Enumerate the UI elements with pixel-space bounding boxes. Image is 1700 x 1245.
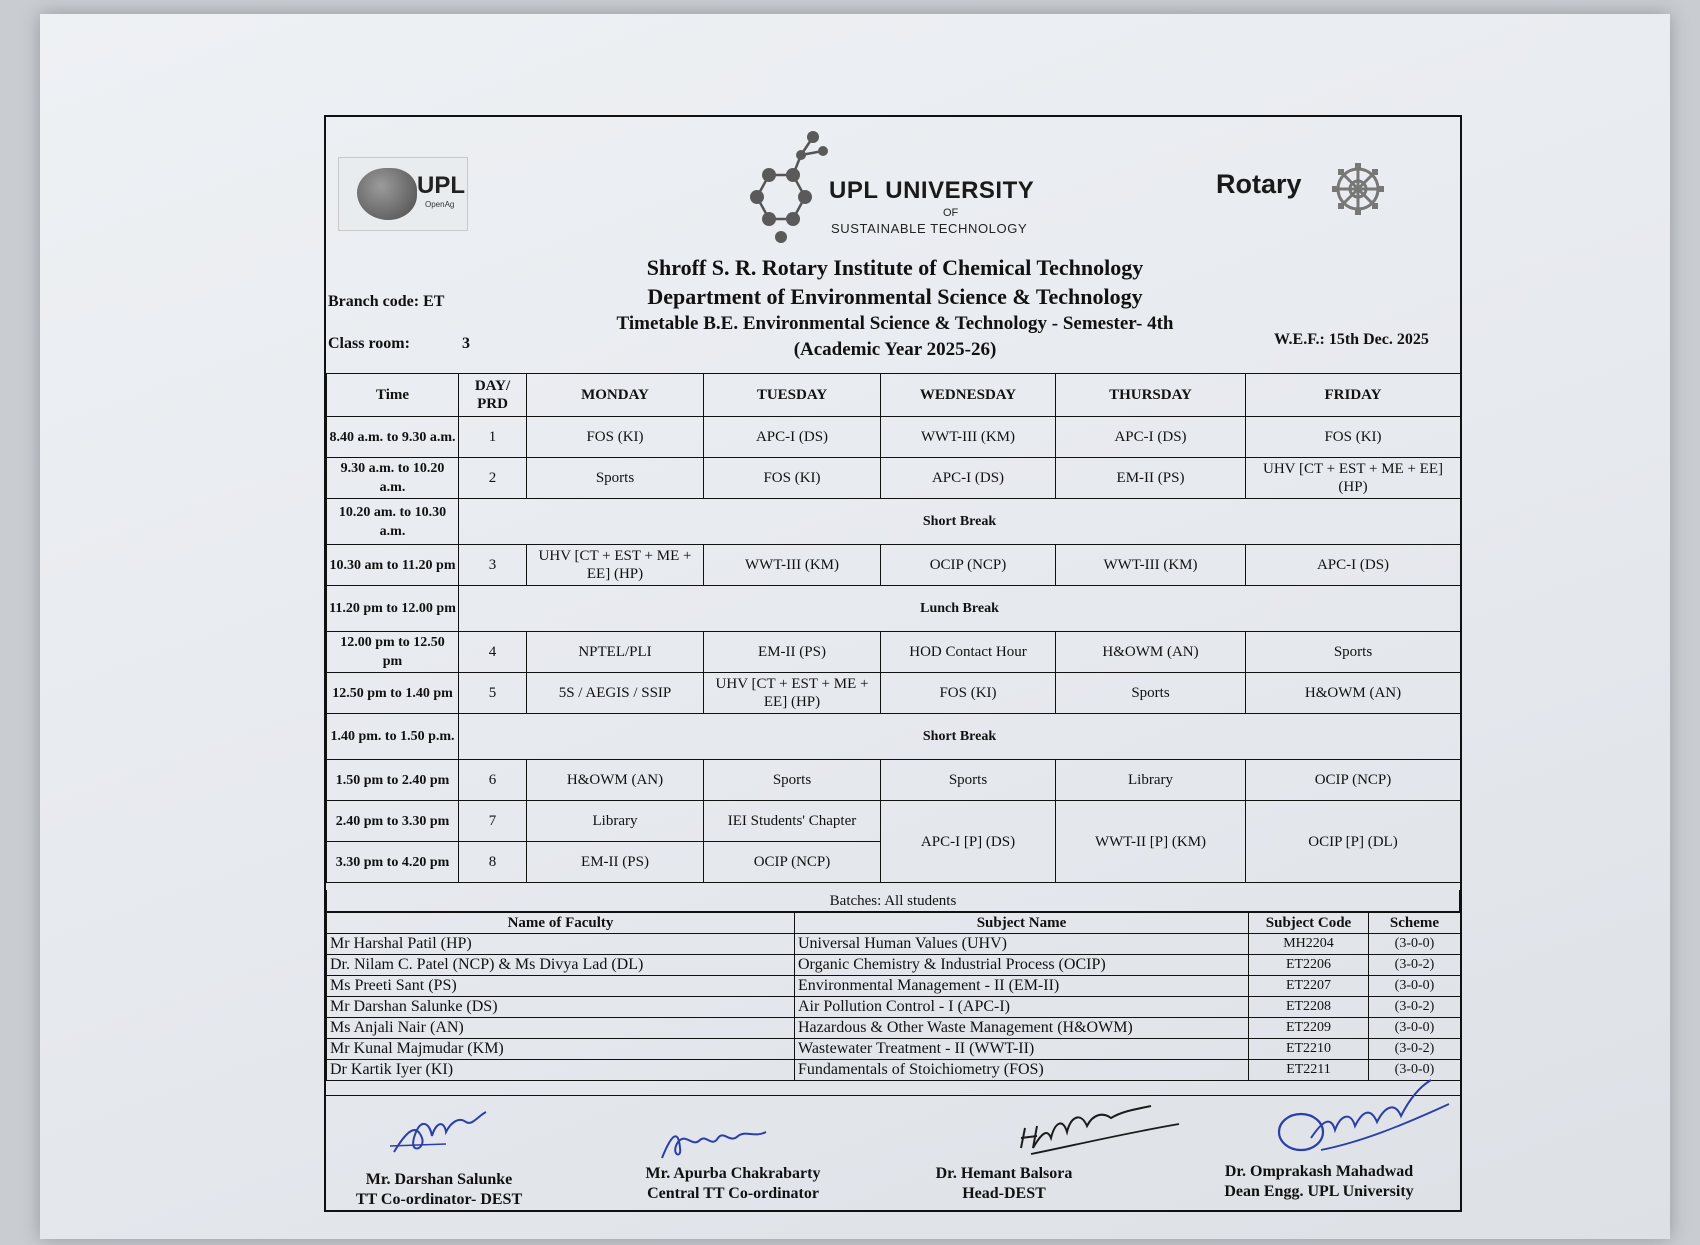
table-row (327, 760, 1461, 801)
class-cell: IEI Students' Chapter (704, 801, 881, 842)
header-day-prd: DAY/ PRD (459, 374, 527, 417)
class-cell: WWT-III (KM) (1056, 545, 1246, 586)
rotary-logo (1216, 161, 1396, 217)
table-row (327, 934, 1461, 955)
class-cell: Sports (1056, 673, 1246, 714)
signatory-salunke (344, 1170, 534, 1210)
header-subject: Subject Name (795, 913, 1249, 934)
signature-salunke-icon (386, 1102, 496, 1162)
batches-note: Batches: All students (326, 890, 1460, 912)
time-cell: 10.30 am to 11.20 pm (327, 545, 459, 586)
time-cell: 12.50 pm to 1.40 pm (327, 673, 459, 714)
table-row (327, 458, 1461, 499)
class-cell: APC-I (DS) (881, 458, 1056, 499)
class-cell: EM-II (PS) (1056, 458, 1246, 499)
header-friday: FRIDAY (1246, 374, 1461, 417)
signatory-name: Dr. Hemant Balsora (935, 1165, 1073, 1182)
class-cell: UHV [CT + EST + ME + EE] (HP) (527, 545, 704, 586)
timetable-document (324, 115, 1462, 1212)
lab-cell: OCIP [P] (DL) (1246, 801, 1461, 883)
subject-code: ET2209 (1249, 1018, 1369, 1039)
table-row (327, 586, 1461, 632)
faculty-name: Mr Kunal Majmudar (KM) (327, 1039, 795, 1060)
class-cell: APC-I (DS) (704, 417, 881, 458)
paper-sheet (40, 14, 1670, 1239)
time-cell: 1.40 pm. to 1.50 p.m. (327, 714, 459, 760)
table-row (327, 1039, 1461, 1060)
signatory-balsora (926, 1164, 1082, 1204)
class-cell: Sports (527, 458, 704, 499)
university-of: OF (943, 207, 959, 219)
period-cell: 1 (459, 417, 527, 458)
signatory-role: Head-DEST (962, 1185, 1046, 1202)
class-cell: HOD Contact Hour (881, 632, 1056, 673)
time-cell: 1.50 pm to 2.40 pm (327, 760, 459, 801)
signatory-role: Central TT Co-ordinator (647, 1185, 819, 1202)
time-cell: 3.30 pm to 4.20 pm (327, 842, 459, 883)
scheme: (3-0-2) (1369, 955, 1461, 976)
header-thursday: THURSDAY (1056, 374, 1246, 417)
time-cell: 8.40 a.m. to 9.30 a.m. (327, 417, 459, 458)
class-cell: OCIP (NCP) (704, 842, 881, 883)
class-cell: 5S / AEGIS / SSIP (527, 673, 704, 714)
scheme: (3-0-0) (1369, 1060, 1461, 1081)
short-break-cell: Short Break (459, 499, 1461, 545)
header-time: Time (327, 374, 459, 417)
table-row (327, 1018, 1461, 1039)
wef-date: W.E.F.: 15th Dec. 2025 (1274, 331, 1429, 348)
table-row (327, 417, 1461, 458)
class-cell: UHV [CT + EST + ME + EE] (HP) (704, 673, 881, 714)
time-cell: 11.20 pm to 12.00 pm (327, 586, 459, 632)
faculty-name: Dr. Nilam C. Patel (NCP) & Ms Divya Lad (DL) (327, 955, 795, 976)
signatory-name: Mr. Apurba Chakrabarty (645, 1165, 821, 1182)
scheme: (3-0-2) (1369, 997, 1461, 1018)
header-wednesday: WEDNESDAY (881, 374, 1056, 417)
classroom-label: Class room: (328, 335, 410, 352)
timetable-header-row (327, 374, 1461, 417)
header-faculty: Name of Faculty (327, 913, 795, 934)
scheme: (3-0-2) (1369, 1039, 1461, 1060)
subject-name: Universal Human Values (UHV) (795, 934, 1249, 955)
faculty-table (326, 912, 1461, 1081)
faculty-name: Dr Kartik Iyer (KI) (327, 1060, 795, 1081)
class-cell: OCIP (NCP) (881, 545, 1056, 586)
signatory-role: Dean Engg. UPL University (1224, 1183, 1414, 1200)
class-cell: NPTEL/PLI (527, 632, 704, 673)
subject-code: ET2208 (1249, 997, 1369, 1018)
class-cell: Sports (704, 760, 881, 801)
signature-section (326, 1095, 1460, 1212)
signatory-mahadwad (1184, 1162, 1454, 1202)
class-cell: EM-II (PS) (527, 842, 704, 883)
signatory-role: TT Co-ordinator- DEST (355, 1191, 523, 1208)
class-cell: H&OWM (AN) (1056, 632, 1246, 673)
subject-code: ET2207 (1249, 976, 1369, 997)
time-cell: 12.00 pm to 12.50 pm (327, 632, 459, 673)
time-cell: 2.40 pm to 3.30 pm (327, 801, 459, 842)
subject-name: Fundamentals of Stoichiometry (FOS) (795, 1060, 1249, 1081)
table-row (327, 976, 1461, 997)
signature-balsora-icon (1011, 1098, 1181, 1158)
period-cell: 8 (459, 842, 527, 883)
short-break-cell: Short Break (459, 714, 1461, 760)
faculty-name: Ms Anjali Nair (AN) (327, 1018, 795, 1039)
upl-logo-text: UPL (417, 172, 465, 199)
rotary-wheel-icon (1328, 161, 1388, 217)
subject-name: Environmental Management - II (EM-II) (795, 976, 1249, 997)
class-cell: APC-I (DS) (1056, 417, 1246, 458)
university-subtitle: SUSTAINABLE TECHNOLOGY (831, 221, 1028, 236)
table-row (327, 499, 1461, 545)
header-monday: MONDAY (527, 374, 704, 417)
class-cell: Library (527, 801, 704, 842)
signatory-chakrabarty (618, 1164, 848, 1204)
lunch-break-cell: Lunch Break (459, 586, 1461, 632)
university-title: UPL UNIVERSITY (829, 177, 1035, 204)
branch-code: Branch code: ET (328, 293, 445, 310)
department-name: Department of Environmental Science & Technology (647, 284, 1143, 309)
faculty-name: Mr Darshan Salunke (DS) (327, 997, 795, 1018)
header-tuesday: TUESDAY (704, 374, 881, 417)
scheme: (3-0-0) (1369, 1018, 1461, 1039)
university-logo (731, 125, 1061, 245)
class-cell: EM-II (PS) (704, 632, 881, 673)
subject-name: Hazardous & Other Waste Management (H&OWM) (795, 1018, 1249, 1039)
class-cell: H&OWM (AN) (1246, 673, 1461, 714)
signature-chakrabarty-icon (656, 1118, 776, 1168)
class-cell: APC-I (DS) (1246, 545, 1461, 586)
class-cell: FOS (KI) (1246, 417, 1461, 458)
subject-code: MH2204 (1249, 934, 1369, 955)
scheme: (3-0-0) (1369, 976, 1461, 997)
class-cell: WWT-III (KM) (704, 545, 881, 586)
timetable-title: Timetable B.E. Environmental Science & Technology - Semester- 4th (616, 313, 1174, 334)
lab-cell: WWT-II [P] (KM) (1056, 801, 1246, 883)
subject-name: Air Pollution Control - I (APC-I) (795, 997, 1249, 1018)
time-cell: 9.30 a.m. to 10.20 a.m. (327, 458, 459, 499)
faculty-name: Mr Harshal Patil (HP) (327, 934, 795, 955)
molecule-hexagon-icon (731, 125, 841, 245)
time-cell: 10.20 am. to 10.30 a.m. (327, 499, 459, 545)
period-cell: 4 (459, 632, 527, 673)
subject-name: Wastewater Treatment - II (WWT-II) (795, 1039, 1249, 1060)
class-cell: FOS (KI) (527, 417, 704, 458)
class-cell: UHV [CT + EST + ME + EE] (HP) (1246, 458, 1461, 499)
subject-code: ET2210 (1249, 1039, 1369, 1060)
scheme: (3-0-0) (1369, 934, 1461, 955)
class-cell: Sports (1246, 632, 1461, 673)
period-cell: 2 (459, 458, 527, 499)
subject-code: ET2206 (1249, 955, 1369, 976)
signature-mahadwad-icon (1271, 1076, 1451, 1156)
header-code: Subject Code (1249, 913, 1369, 934)
period-cell: 5 (459, 673, 527, 714)
class-cell: Sports (881, 760, 1056, 801)
rotary-text: Rotary (1216, 169, 1302, 199)
period-cell: 6 (459, 760, 527, 801)
class-cell: FOS (KI) (881, 673, 1056, 714)
table-row (327, 632, 1461, 673)
subject-code: ET2211 (1249, 1060, 1369, 1081)
faculty-name: Ms Preeti Sant (PS) (327, 976, 795, 997)
upl-logo-subtext: OpenAg (425, 200, 455, 209)
classroom-value: 3 (462, 335, 470, 352)
class-cell: H&OWM (AN) (527, 760, 704, 801)
signatory-name: Mr. Darshan Salunke (365, 1171, 513, 1188)
faculty-header-row (327, 913, 1461, 934)
table-row (327, 955, 1461, 976)
signatory-name: Dr. Omprakash Mahadwad (1224, 1163, 1414, 1180)
table-row (327, 545, 1461, 586)
table-row (327, 997, 1461, 1018)
class-cell: OCIP (NCP) (1246, 760, 1461, 801)
academic-year: (Academic Year 2025-26) (793, 339, 997, 360)
header-scheme: Scheme (1369, 913, 1461, 934)
upl-logo (338, 157, 468, 231)
class-cell: WWT-III (KM) (881, 417, 1056, 458)
period-cell: 3 (459, 545, 527, 586)
institute-name: Shroff S. R. Rotary Institute of Chemical Technology (646, 255, 1144, 280)
subject-name: Organic Chemistry & Industrial Process (OCIP) (795, 955, 1249, 976)
table-row (327, 714, 1461, 760)
timetable-grid (326, 373, 1461, 883)
table-row (327, 673, 1461, 714)
table-row (327, 801, 1461, 842)
period-cell: 7 (459, 801, 527, 842)
class-cell: Library (1056, 760, 1246, 801)
class-cell: FOS (KI) (704, 458, 881, 499)
upl-logo-blob-icon (357, 168, 417, 220)
lab-cell: APC-I [P] (DS) (881, 801, 1056, 883)
